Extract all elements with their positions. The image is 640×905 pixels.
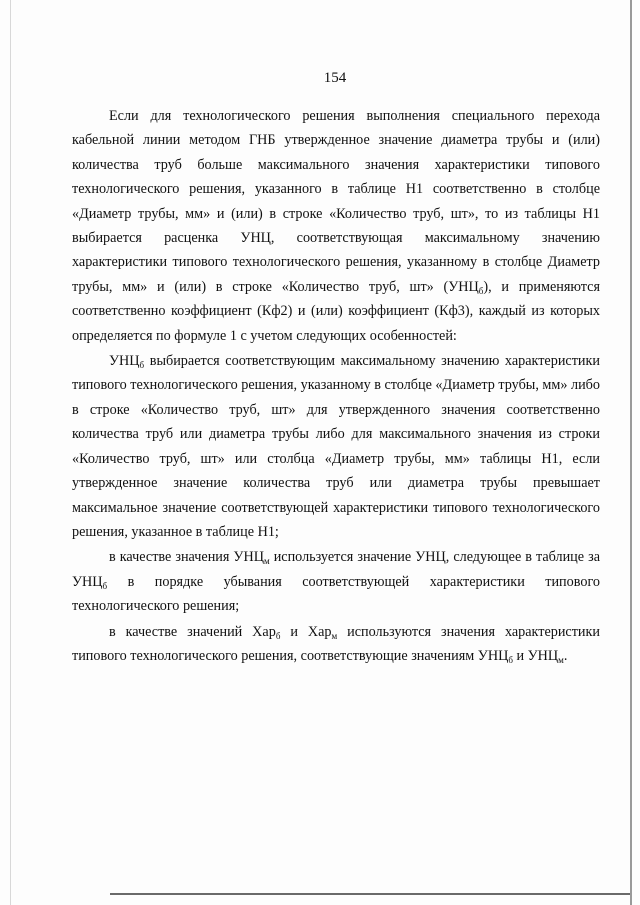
- text-run: используются значения характеристики типового технологического решения, соответствующие значениям УНЦ: [72, 623, 601, 664]
- paragraph-4: [72, 620, 600, 669]
- subscript: б: [102, 580, 108, 591]
- text-run: используется значение УНЦ, следующее в таблице за УНЦ: [72, 549, 600, 590]
- text-run: и УНЦ: [512, 647, 559, 664]
- text-run: УНЦ: [109, 353, 140, 370]
- paragraph-2: [72, 349, 600, 544]
- subscript: б: [275, 630, 281, 641]
- text-run: Если для технологического решения выполнения специального перехода кабельной линии методом ГНБ утвержденное значение диаметра трубы и (или) количества труб больше максимального значения характеристики типового технологического решения, указанного в таблице Н1 соответственно в столбце «Диаметр трубы, мм» и (или) в строке «Количество труб, шт», то из таблицы Н1 выбирается расценка УНЦ, соответствующая максимальному значению характеристики типового технологического решения, указанному в столбце Диаметр трубы, мм» и (или) в строке «Количество труб, шт» (УНЦ: [72, 108, 600, 295]
- subscript: б: [139, 360, 145, 371]
- scan-edge-left: [10, 0, 11, 905]
- subscript: б: [478, 285, 484, 296]
- text-run: .: [563, 647, 568, 664]
- text-run: выбирается соответствующим максимальному значению характеристики типового технологического решения, указанному в столбце «Диаметр трубы, мм» либо в строке «Количество труб, шт» для утвержденного значения соответственно количества труб или диаметра трубы либо для максимального значения из строки «Количество труб, шт» или столбца «Диаметр трубы, мм» таблицы Н1, если утвержденное значение количества труб или диаметра трубы превышает максимальное значение соответствующей характеристики типового технологического решения, указанное в таблице Н1;: [72, 353, 600, 540]
- subscript: м: [331, 630, 338, 641]
- text-run: в порядке убывания соответствующей характеристики типового технологического решения;: [72, 573, 600, 615]
- page-number: 154: [323, 70, 347, 86]
- subscript: б: [508, 654, 513, 665]
- text-run: ), и применяются соответственно коэффициент (Кф2) и (или) коэффициент (Кф3), каждый из которых определяется по формуле 1 с учетом следующих особенностей:: [72, 278, 600, 344]
- text-run: в качестве значения УНЦ: [109, 549, 264, 566]
- scan-edge-right: [630, 0, 632, 905]
- paragraph-1: [72, 104, 600, 348]
- text-run: в качестве значений Хар: [109, 623, 276, 640]
- subscript: м: [263, 556, 270, 567]
- body-text: [72, 104, 600, 668]
- paragraph-3: [72, 545, 600, 618]
- scan-edge-bottom: [110, 893, 630, 895]
- text-run: и Хар: [280, 623, 332, 640]
- subscript: м: [558, 654, 564, 665]
